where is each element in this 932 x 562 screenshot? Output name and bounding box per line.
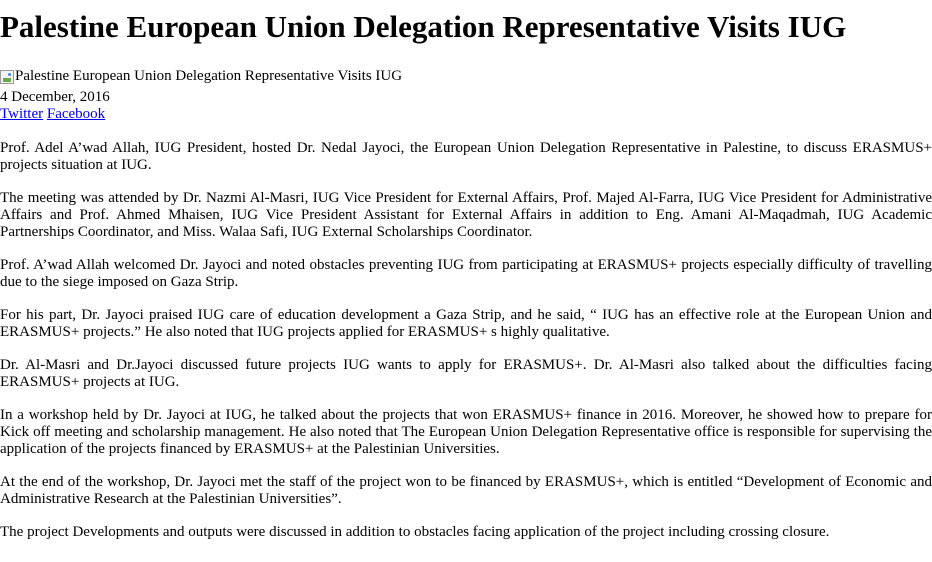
article-paragraph: Prof. A’wad Allah welcomed Dr. Jayoci and noted obstacles preventing IUG from participating at ERASMUS+ projects especially difficulty of travelling due to the siege imposed on Gaza Strip. <box>0 256 932 290</box>
article-paragraph: Dr. Al-Masri and Dr.Jayoci discussed future projects IUG wants to apply for ERASMUS+. Dr. Al-Masri also talked about the difficulties facing ERASMUS+ projects at IUG. <box>0 356 932 390</box>
article-paragraph: The project Developments and outputs were discussed in addition to obstacles facing application of the project including crossing closure. <box>0 523 830 540</box>
article-image-alt: Palestine European Union Delegation Representative Visits IUG <box>15 68 403 84</box>
article-meta <box>0 68 932 123</box>
twitter-share-link[interactable]: Twitter <box>0 105 44 122</box>
article-paragraph: At the end of the workshop, Dr. Jayoci met the staff of the project won to be financed by ERASMUS+, which is entitled “Development of Economic and Administrative Research at the Palestinian Universities”. <box>0 473 932 507</box>
article-body <box>0 140 932 541</box>
article-title: Palestine European Union Delegation Representative Visits IUG <box>0 9 847 44</box>
share-links <box>0 106 932 123</box>
article-paragraph: For his part, Dr. Jayoci praised IUG care of education development a Gaza Strip, and he said, “ IUG has an effective role at the European Union and ERASMUS+ projects.” He also noted that IUG projects applied for ERASMUS+ s highly qualitative. <box>0 306 932 340</box>
broken-image-icon <box>0 70 14 84</box>
article-paragraph: Prof. Adel A’wad Allah, IUG President, hosted Dr. Nedal Jayoci, the European Union Delegation Representative in Palestine, to discuss ERASMUS+ projects situation at IUG. <box>0 139 932 173</box>
article-paragraph: In a workshop held by Dr. Jayoci at IUG, he talked about the projects that won ERASMUS+ finance in 2016. Moreover, he showed how to prepare for Kick off meeting and scholarship management. He also noted that The European Union Delegation Representative office is responsible for supervising the application of the projects financed by ERASMUS+ at the Palestinian Universities. <box>0 406 932 457</box>
article-paragraph: The meeting was attended by Dr. Nazmi Al-Masri, IUG Vice President for External Affairs, Prof. Majed Al-Farra, IUG Vice President for Administrative Affairs and Prof. Ahmed Mhaisen, IUG Vice President Assistant for External Affairs in addition to Eng. Amani Al-Maqadmah, IUG Academic Partnerships Coordinator, and Miss. Walaa Safi, IUG External Scholarships Coordinator. <box>0 189 932 240</box>
facebook-share-link[interactable]: Facebook <box>46 105 106 122</box>
article-image <box>0 68 402 85</box>
article-date: 4 December, 2016 <box>0 88 110 105</box>
